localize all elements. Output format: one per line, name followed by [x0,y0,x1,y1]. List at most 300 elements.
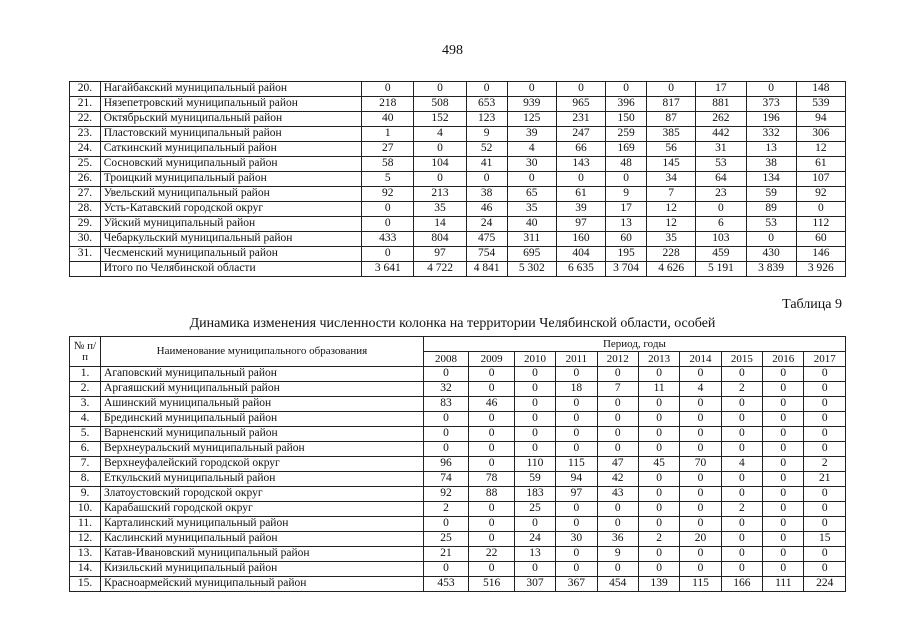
value-cell: 0 [556,427,597,442]
value-cell: 259 [606,127,647,142]
value-cell: 38 [466,187,507,202]
value-cell: 89 [746,202,796,217]
table-row [70,547,846,562]
header-year: 2016 [763,352,804,367]
value-cell: 83 [423,397,469,412]
value-cell: 0 [556,517,597,532]
value-cell: 0 [514,397,555,412]
kolonok-population-table [69,336,846,592]
value-cell: 0 [514,442,555,457]
value-cell: 7 [647,187,696,202]
value-cell: 0 [514,367,555,382]
value-cell: 146 [796,247,845,262]
value-cell: 0 [556,502,597,517]
municipality-name: Еткульский муниципальный район [101,472,424,487]
header-period: Период, годы [423,337,845,352]
value-cell: 0 [804,487,846,502]
value-cell: 695 [507,247,556,262]
row-number: 31. [70,247,101,262]
value-cell: 0 [514,427,555,442]
value-cell: 0 [423,517,469,532]
value-cell: 0 [556,547,597,562]
value-cell: 59 [514,472,555,487]
value-cell: 539 [796,97,845,112]
value-cell: 115 [680,577,721,592]
value-cell: 4 [680,382,721,397]
header-year: 2015 [721,352,762,367]
row-number: 27. [70,187,101,202]
value-cell: 64 [696,172,746,187]
value-cell: 0 [507,172,556,187]
value-cell: 0 [556,367,597,382]
value-cell: 0 [466,172,507,187]
value-cell: 0 [638,367,679,382]
value-cell: 2 [423,502,469,517]
municipality-name: Нязепетровский муниципальный район [100,97,361,112]
value-cell: 40 [362,112,414,127]
value-cell: 6 [696,217,746,232]
value-cell: 13 [514,547,555,562]
value-cell: 218 [362,97,414,112]
value-cell: 0 [696,202,746,217]
value-cell: 262 [696,112,746,127]
value-cell: 0 [680,367,721,382]
row-number: 13. [70,547,101,562]
value-cell: 94 [796,112,845,127]
value-cell: 4 [721,457,762,472]
value-cell: 45 [638,457,679,472]
value-cell: 42 [597,472,638,487]
value-cell: 70 [680,457,721,472]
value-cell: 0 [469,442,515,457]
municipality-name: Октябрьский муниципальный район [100,112,361,127]
value-cell: 183 [514,487,555,502]
value-cell: 97 [414,247,466,262]
value-cell: 3 839 [746,262,796,277]
value-cell: 0 [362,82,414,97]
municipality-name: Златоустовский городской округ [101,487,424,502]
value-cell: 804 [414,232,466,247]
value-cell: 60 [606,232,647,247]
value-cell: 228 [647,247,696,262]
value-cell: 66 [556,142,605,157]
municipality-name: Троицкий муниципальный район [100,172,361,187]
value-cell: 5 [362,172,414,187]
value-cell: 110 [514,457,555,472]
value-cell: 3 641 [362,262,414,277]
value-cell: 0 [763,562,804,577]
value-cell: 2 [804,457,846,472]
value-cell: 0 [597,367,638,382]
municipality-name: Нагайбакский муниципальный район [100,82,361,97]
value-cell: 385 [647,127,696,142]
municipality-name: Брединский муниципальный район [101,412,424,427]
row-number: 8. [70,472,101,487]
header-year: 2017 [804,352,846,367]
value-cell: 30 [556,532,597,547]
page-number: 498 [442,43,463,58]
table-title: Динамика изменения численности колонка на территории Челябинской области, особей [189,316,716,331]
value-cell: 0 [721,427,762,442]
value-cell: 31 [696,142,746,157]
table-row [70,472,846,487]
municipality-name: Чесменский муниципальный район [100,247,361,262]
value-cell: 160 [556,232,605,247]
value-cell: 0 [597,412,638,427]
value-cell: 13 [606,217,647,232]
value-cell: 96 [423,457,469,472]
value-cell: 213 [414,187,466,202]
value-cell: 0 [680,502,721,517]
row-number: 6. [70,442,101,457]
value-cell: 0 [804,397,846,412]
value-cell: 143 [556,157,605,172]
value-cell: 0 [638,487,679,502]
value-cell: 92 [362,187,414,202]
value-cell: 3 704 [606,262,647,277]
row-number: 5. [70,427,101,442]
value-cell: 0 [597,397,638,412]
table-row [70,232,846,247]
table-row [70,427,846,442]
table-row [70,187,846,202]
table-row [70,517,846,532]
table-row [70,172,846,187]
header-year: 2010 [514,352,555,367]
value-cell: 3 926 [796,262,845,277]
table-row [70,457,846,472]
value-cell: 0 [804,427,846,442]
value-cell: 0 [423,427,469,442]
value-cell: 43 [597,487,638,502]
value-cell: 4 722 [414,262,466,277]
value-cell: 0 [469,382,515,397]
municipality-name: Сосновский муниципальный район [100,157,361,172]
value-cell: 2 [721,502,762,517]
value-cell: 134 [746,172,796,187]
value-cell: 0 [638,472,679,487]
value-cell: 307 [514,577,555,592]
value-cell: 0 [721,367,762,382]
value-cell: 17 [606,202,647,217]
value-cell: 881 [696,97,746,112]
value-cell: 0 [804,562,846,577]
value-cell: 0 [680,412,721,427]
row-number: 11. [70,517,101,532]
value-cell: 0 [362,202,414,217]
value-cell: 0 [469,502,515,517]
row-number: 20. [70,82,101,97]
value-cell: 817 [647,97,696,112]
value-cell: 2 [721,382,762,397]
row-number: 14. [70,562,101,577]
row-number: 3. [70,397,101,412]
value-cell: 0 [423,367,469,382]
continuation-table-body [70,82,846,277]
row-number: 30. [70,232,101,247]
value-cell: 104 [414,157,466,172]
value-cell: 306 [796,127,845,142]
value-cell: 27 [362,142,414,157]
row-number: 10. [70,502,101,517]
value-cell: 14 [414,217,466,232]
value-cell: 103 [696,232,746,247]
value-cell: 23 [696,187,746,202]
value-cell: 0 [597,427,638,442]
value-cell: 0 [507,82,556,97]
value-cell: 0 [763,457,804,472]
row-number: 1. [70,367,101,382]
header-year: 2011 [556,352,597,367]
value-cell: 15 [804,532,846,547]
value-cell: 459 [696,247,746,262]
value-cell: 0 [469,457,515,472]
value-cell: 4 [507,142,556,157]
value-cell: 61 [556,187,605,202]
value-cell: 24 [514,532,555,547]
value-cell: 0 [469,562,515,577]
header-year: 2008 [423,352,469,367]
value-cell: 88 [469,487,515,502]
value-cell: 97 [556,217,605,232]
municipality-name: Кизильский муниципальный район [101,562,424,577]
value-cell: 13 [746,142,796,157]
table-row [70,367,846,382]
municipality-name: Варненский муниципальный район [101,427,424,442]
value-cell: 7 [597,382,638,397]
value-cell: 41 [466,157,507,172]
table-row [70,502,846,517]
value-cell: 35 [507,202,556,217]
municipality-name: Красноармейский муниципальный район [101,577,424,592]
value-cell: 17 [696,82,746,97]
table-row [70,97,846,112]
value-cell: 0 [597,442,638,457]
value-cell: 0 [804,442,846,457]
value-cell: 939 [507,97,556,112]
value-cell: 0 [680,427,721,442]
value-cell: 0 [680,517,721,532]
value-cell: 9 [606,187,647,202]
value-cell: 0 [469,532,515,547]
value-cell: 32 [423,382,469,397]
value-cell: 0 [597,562,638,577]
value-cell: 0 [514,562,555,577]
value-cell: 24 [466,217,507,232]
value-cell: 0 [556,172,605,187]
row-number: 12. [70,532,101,547]
value-cell: 0 [466,82,507,97]
header-year: 2012 [597,352,638,367]
value-cell: 0 [469,427,515,442]
value-cell: 150 [606,112,647,127]
value-cell: 0 [763,382,804,397]
value-cell: 39 [556,202,605,217]
value-cell: 30 [507,157,556,172]
value-cell: 78 [469,472,515,487]
value-cell: 442 [696,127,746,142]
value-cell: 40 [507,217,556,232]
value-cell: 0 [763,472,804,487]
value-cell: 35 [647,232,696,247]
table-label: Таблица 9 [782,297,842,312]
value-cell: 0 [680,547,721,562]
value-cell: 12 [647,202,696,217]
value-cell: 0 [556,412,597,427]
value-cell: 0 [469,517,515,532]
value-cell: 39 [507,127,556,142]
value-cell: 46 [469,397,515,412]
value-cell: 0 [638,502,679,517]
kolonok-table-body [70,367,846,592]
row-number: 9. [70,487,101,502]
value-cell: 0 [414,142,466,157]
value-cell: 0 [680,442,721,457]
value-cell: 107 [796,172,845,187]
table-row [70,142,846,157]
value-cell: 0 [638,442,679,457]
value-cell: 367 [556,577,597,592]
value-cell: 0 [638,427,679,442]
value-cell: 87 [647,112,696,127]
value-cell: 169 [606,142,647,157]
value-cell: 0 [763,532,804,547]
value-cell: 112 [796,217,845,232]
table-row [70,562,846,577]
table-row [70,382,846,397]
value-cell: 0 [721,517,762,532]
value-cell: 36 [597,532,638,547]
value-cell: 6 635 [556,262,605,277]
value-cell: 0 [721,397,762,412]
value-cell: 25 [514,502,555,517]
table-row [70,157,846,172]
value-cell: 0 [763,367,804,382]
row-number: 22. [70,112,101,127]
value-cell: 0 [469,412,515,427]
value-cell: 373 [746,97,796,112]
table-row [70,412,846,427]
value-cell: 5 191 [696,262,746,277]
value-cell: 11 [638,382,679,397]
value-cell: 58 [362,157,414,172]
value-cell: 0 [638,562,679,577]
header-name: Наименование муниципального образования [101,337,424,367]
value-cell: 115 [556,457,597,472]
value-cell: 332 [746,127,796,142]
value-cell: 21 [423,547,469,562]
row-number: 25. [70,157,101,172]
value-cell: 231 [556,112,605,127]
value-cell: 0 [721,442,762,457]
municipality-name: Карталинский муниципальный район [101,517,424,532]
value-cell: 123 [466,112,507,127]
municipality-name: Итого по Челябинской области [100,262,361,277]
value-cell: 396 [606,97,647,112]
value-cell: 0 [423,442,469,457]
value-cell: 148 [796,82,845,97]
value-cell: 166 [721,577,762,592]
municipality-name: Аргаяшский муниципальный район [101,382,424,397]
value-cell: 965 [556,97,605,112]
value-cell: 0 [746,82,796,97]
row-number: 15. [70,577,101,592]
value-cell: 0 [804,517,846,532]
row-number: 28. [70,202,101,217]
value-cell: 145 [647,157,696,172]
table-row [70,127,846,142]
value-cell: 9 [597,547,638,562]
value-cell: 46 [466,202,507,217]
value-cell: 0 [763,547,804,562]
value-cell: 0 [556,442,597,457]
municipality-name: Верхнеуральский муниципальный район [101,442,424,457]
value-cell: 0 [414,172,466,187]
value-cell: 0 [597,517,638,532]
value-cell: 0 [647,82,696,97]
value-cell: 2 [638,532,679,547]
value-cell: 433 [362,232,414,247]
table-row [70,247,846,262]
value-cell: 0 [556,82,605,97]
value-cell: 653 [466,97,507,112]
value-cell: 139 [638,577,679,592]
table-row [70,577,846,592]
municipality-name: Пластовский муниципальный район [100,127,361,142]
value-cell: 195 [606,247,647,262]
value-cell: 0 [721,472,762,487]
value-cell: 0 [638,547,679,562]
table-row [70,217,846,232]
value-cell: 60 [796,232,845,247]
table-row [70,487,846,502]
value-cell: 92 [796,187,845,202]
value-cell: 0 [469,367,515,382]
value-cell: 59 [746,187,796,202]
value-cell: 0 [680,472,721,487]
value-cell: 311 [507,232,556,247]
municipality-name: Саткинский муниципальный район [100,142,361,157]
value-cell: 0 [763,427,804,442]
value-cell: 0 [423,562,469,577]
value-cell: 0 [414,82,466,97]
value-cell: 47 [597,457,638,472]
value-cell: 0 [556,397,597,412]
row-number: 23. [70,127,101,142]
value-cell: 0 [804,382,846,397]
value-cell: 508 [414,97,466,112]
value-cell: 65 [507,187,556,202]
value-cell: 0 [804,502,846,517]
municipality-name: Уйский муниципальный район [100,217,361,232]
header-year: 2014 [680,352,721,367]
table-row [70,442,846,457]
value-cell: 0 [597,502,638,517]
header-year: 2009 [469,352,515,367]
value-cell: 20 [680,532,721,547]
value-cell: 4 [414,127,466,142]
value-cell: 224 [804,577,846,592]
value-cell: 0 [721,547,762,562]
value-cell: 52 [466,142,507,157]
value-cell: 0 [721,412,762,427]
continuation-table [69,81,846,277]
value-cell: 0 [606,172,647,187]
value-cell: 475 [466,232,507,247]
value-cell: 0 [763,502,804,517]
value-cell: 25 [423,532,469,547]
value-cell: 0 [763,412,804,427]
